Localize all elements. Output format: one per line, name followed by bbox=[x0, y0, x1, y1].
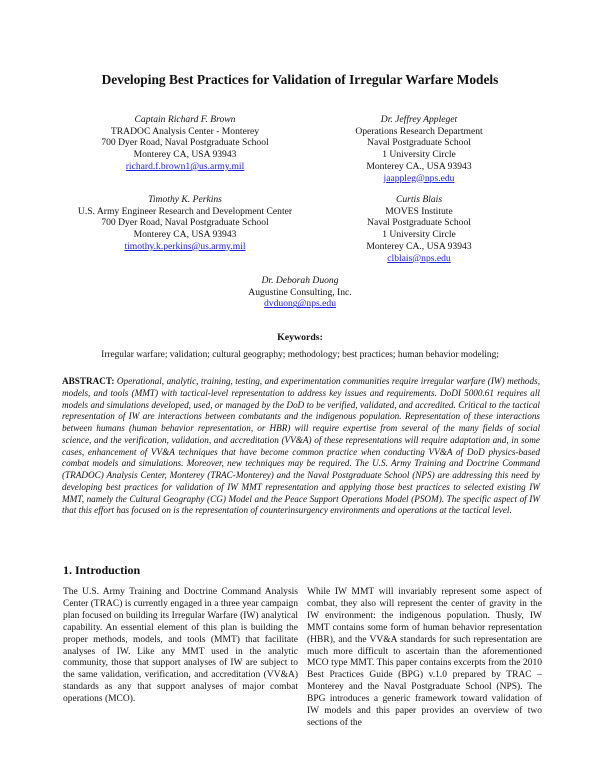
author-address: 1 University Circle bbox=[382, 149, 456, 161]
section-heading-introduction: 1. Introduction bbox=[63, 563, 141, 577]
author-address: 700 Dyer Road, Naval Postgraduate School bbox=[101, 137, 269, 149]
author-name: Curtis Blais bbox=[395, 194, 443, 205]
author-address: Naval Postgraduate School bbox=[367, 137, 471, 149]
author-affiliation: TRADOC Analysis Center - Monterey bbox=[110, 125, 260, 137]
author-email-link[interactable]: dvduong@nps.edu bbox=[264, 298, 336, 310]
author-address: Monterey CA, USA 93943 bbox=[133, 149, 237, 161]
author-email-link[interactable]: clblais@nps.edu bbox=[387, 252, 451, 264]
author-block bbox=[269, 194, 569, 264]
abstract-text: Operational, analytic, training, testing, and experimentation communities require irregular warfare (IW) methods, models, and tools (MMT) with tactical-level representation to address key issues and requirements. DoDI 5000.61 requires all models and simulations developed, used, or managed by the DoD to be verified, validated, and accredited. Critical to the tactical representation of IW are interactions between combatants and the indigenous population. Representation of these interactions between humans (human behavior representation, or HBR) will require expertise from several of the many fields of social science, and the verification, validation, and accreditation (VV&A) of these representations will require adaptation and, in some cases, enhancement of VV&A techniques that have become common practice when conducting VV&A of DoD physics-based combat models and simulations. Moreover, new techniques may be required. The U.S. Army Training and Doctrine Command (TRADOC) Analysis Center, Monterey (TRAC-Monterey) and the Naval Postgraduate School (NPS) are addressing this need by developing best practices for validation of IW MMT representation and applying those best practices to selected existing IW MMT, namely the Cultural Geography (CG) Model and the Peace Support Operations Model (PSOM). The specific aspect of IW that this effort has focused on is the representation of counterinsurgency environments and operations at the tactical level. bbox=[62, 376, 540, 516]
author-email-link[interactable]: richard.f.brown1@us.army.mil bbox=[125, 160, 245, 172]
author-affiliation: Augustine Consulting, Inc. bbox=[248, 286, 352, 298]
keywords-heading: Keywords: bbox=[277, 332, 323, 343]
paper-title: Developing Best Practices for Validation of Irregular Warfare Models bbox=[101, 72, 499, 87]
author-affiliation: MOVES Institute bbox=[385, 205, 453, 217]
author-email-link[interactable]: timothy.k.perkins@us.army.mil bbox=[124, 240, 246, 252]
author-email-link[interactable]: jaappleg@nps.edu bbox=[383, 172, 455, 184]
author-block bbox=[150, 275, 450, 310]
author-address: 700 Dyer Road, Naval Postgraduate School bbox=[101, 217, 269, 229]
author-affiliation: U.S. Army Engineer Research and Development Center bbox=[77, 205, 293, 217]
abstract bbox=[62, 376, 540, 517]
author-name: Dr. Jeffrey Appleget bbox=[380, 114, 458, 125]
author-name: Dr. Deborah Duong bbox=[261, 275, 339, 286]
introduction-right-column: While IW MMT will invariably represent some aspect of combat, they also will represent the center of gravity in the IW environment: the indigenous population. Thusly, IW MMT contains some form of human behavior representation (HBR), and the VV&A standards for such representation are much more difficult to ascertain than the aforementioned MCO type MMT. This paper contains excerpts from the 2010 Best Practices Guide (BPG) v.1.0 prepared by TRAC – Monterey and the Naval Postgraduate School (NPS). The BPG introduces a generic framework toward validation of IW models and this paper provides an overview of two sections of the bbox=[307, 587, 542, 728]
author-address: Naval Postgraduate School bbox=[367, 217, 471, 229]
abstract-label: ABSTRACT: bbox=[62, 376, 115, 386]
author-address: Monterey CA., USA 93943 bbox=[366, 160, 472, 172]
author-affiliation: Operations Research Department bbox=[355, 125, 483, 137]
introduction-left-column: The U.S. Army Training and Doctrine Command Analysis Center (TRAC) is currently engaged in a three year campaign plan focused on building its Irregular Warfare (IW) analytical capability. An essential element of this plan is building the proper methods, models, and tools (MMT) that facilitate analyses of IW. Like any MMT used in the analytic community, those that support analyses of IW are subject to the same validation, verification, and accreditation (VV&A) standards as any that support analyses of major combat operations (MCO). bbox=[63, 587, 298, 705]
author-address: Monterey CA., USA 93943 bbox=[366, 240, 472, 252]
author-name: Timothy K. Perkins bbox=[148, 194, 222, 205]
author-address: 1 University Circle bbox=[382, 229, 456, 241]
author-block bbox=[269, 114, 569, 184]
author-name: Captain Richard F. Brown bbox=[134, 114, 236, 125]
keywords-text: Irregular warfare; validation; cultural geography; methodology; best practices; human behavior modeling; bbox=[101, 350, 499, 360]
author-address: Monterey CA, USA 93943 bbox=[133, 229, 237, 241]
